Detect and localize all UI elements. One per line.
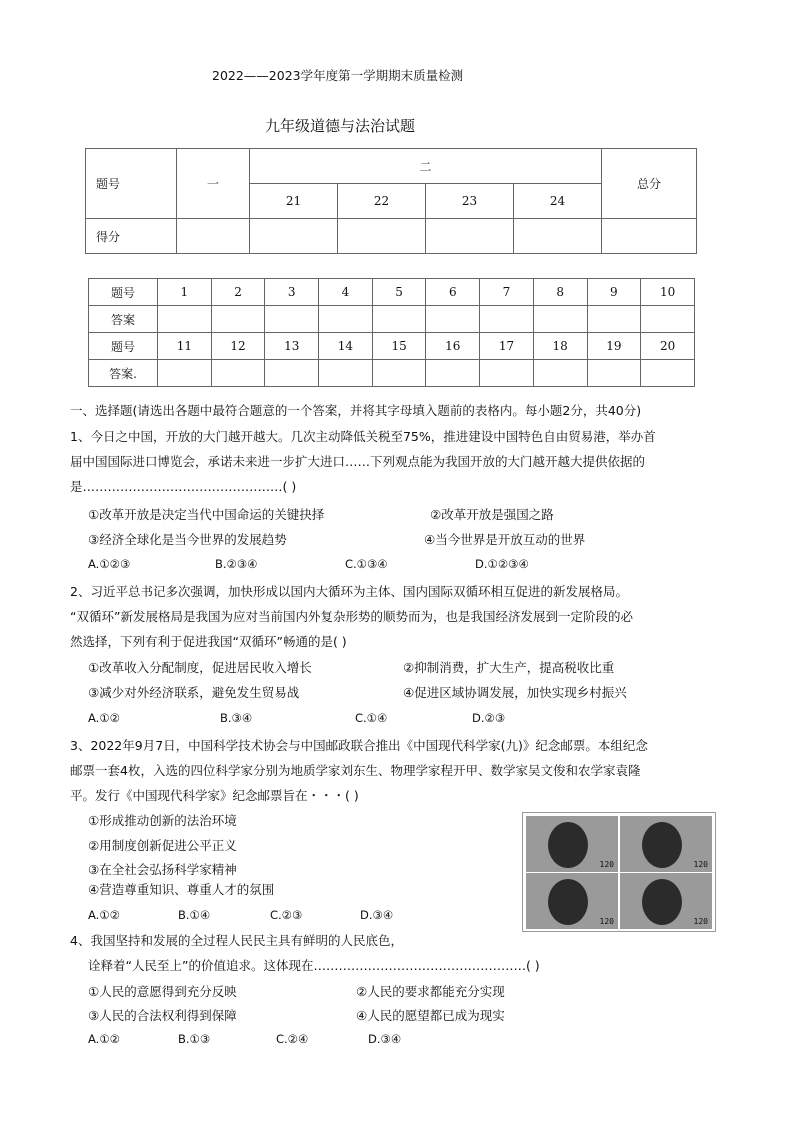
- answer-cell[interactable]: [158, 306, 212, 333]
- answer-cell[interactable]: [319, 360, 373, 387]
- question-number: 11: [158, 333, 212, 360]
- score-cell-21[interactable]: [250, 219, 338, 254]
- score-cell-22[interactable]: [338, 219, 426, 254]
- answer-cell[interactable]: [641, 360, 695, 387]
- question-stem-line: 平。发行《中国现代科学家》纪念邮票旨在・・・( ): [70, 788, 359, 803]
- answer-cell[interactable]: [587, 306, 641, 333]
- score-cell-part-one[interactable]: [177, 219, 250, 254]
- question-number: 9: [587, 279, 641, 306]
- answer-choice: B.②③④: [215, 557, 258, 571]
- section-instruction: 一、选择题(请选出各题中最符合题意的一个答案，并将其字母填入题前的表格内。每小题2分，共40分): [70, 403, 642, 418]
- question-option: ④营造尊重知识、尊重人才的氛围: [88, 882, 275, 897]
- answer-row-label: 题号: [89, 279, 158, 306]
- answer-cell[interactable]: [372, 306, 426, 333]
- question-option: ②用制度创新促进公平正义: [88, 838, 237, 853]
- answer-row-label: 答案.: [89, 360, 158, 387]
- answer-cell[interactable]: [587, 360, 641, 387]
- question-number: 17: [480, 333, 534, 360]
- answer-choice: C.②④: [276, 1032, 309, 1046]
- question-number: 14: [319, 333, 373, 360]
- part-one-header: 一: [177, 149, 250, 219]
- answer-cell[interactable]: [211, 306, 265, 333]
- answer-choice: D.①②③④: [475, 557, 529, 571]
- question-option: ③减少对外经济联系，避免发生贸易战: [88, 685, 300, 700]
- exam-name: 2022——2023学年度第一学期期末质量检测: [212, 68, 464, 83]
- question-stem-line: “双循环”新发展格局是我国为应对当前国内外复杂形势的顺势而为，也是我国经济发展到一定阶段的必: [70, 609, 633, 624]
- question-option: ③经济全球化是当今世界的发展趋势: [88, 532, 287, 547]
- question-option: ④人民的愿望都已成为现实: [356, 1008, 505, 1023]
- question-number: 1: [158, 279, 212, 306]
- question-option: ③在全社会弘扬科学家精神: [88, 862, 237, 877]
- question-stem-line: 是…………………………………………( ): [70, 479, 297, 494]
- question-number: 7: [480, 279, 534, 306]
- question-option: ①改革开放是决定当代中国命运的关键抉择: [88, 507, 325, 522]
- question-stem-line: 然选择，下列有利于促进我国“双循环”畅通的是( ): [70, 634, 347, 649]
- question-number: 2: [211, 279, 265, 306]
- sub-question-22: 22: [338, 184, 426, 219]
- answer-cell[interactable]: [265, 360, 319, 387]
- stamp-image: 120: [526, 873, 618, 929]
- answer-choice: A.①②: [88, 711, 120, 725]
- question-number: 4: [319, 279, 373, 306]
- stamp-image: 120: [620, 816, 712, 872]
- answer-choice: D.③④: [360, 908, 394, 922]
- answer-cell[interactable]: [372, 360, 426, 387]
- question-number: 18: [533, 333, 587, 360]
- answer-cell[interactable]: [265, 306, 319, 333]
- answer-cell[interactable]: [641, 306, 695, 333]
- answer-choice: C.①③④: [345, 557, 388, 571]
- answer-choice: A.①②: [88, 1032, 120, 1046]
- answer-table-answer-row: [89, 360, 695, 387]
- answer-cell[interactable]: [480, 360, 534, 387]
- answer-choice: B.①④: [178, 908, 211, 922]
- score-cell-total[interactable]: [602, 219, 697, 254]
- answer-row-label: 题号: [89, 333, 158, 360]
- question-option: ②改革开放是强国之路: [430, 507, 554, 522]
- sub-question-21: 21: [250, 184, 338, 219]
- score-cell-23[interactable]: [426, 219, 514, 254]
- question-number: 12: [211, 333, 265, 360]
- score-row-label: 得分: [86, 219, 177, 254]
- question-option: ④当今世界是开放互动的世界: [424, 532, 586, 547]
- answer-cell[interactable]: [480, 306, 534, 333]
- answer-choice: A.①②: [88, 908, 120, 922]
- question-option: ④促进区域协调发展，加快实现乡村振兴: [403, 685, 627, 700]
- question-option: ①形成推动创新的法治环境: [88, 813, 237, 828]
- question-number: 19: [587, 333, 641, 360]
- question-option: ②抑制消费，扩大生产，提高税收比重: [403, 660, 615, 675]
- answer-table-answer-row: [89, 306, 695, 333]
- subject-title: 九年级道德与法治试题: [265, 117, 416, 135]
- question-number: 6: [426, 279, 480, 306]
- answer-row-label: 答案: [89, 306, 158, 333]
- score-table: [85, 148, 697, 254]
- question-number: 10: [641, 279, 695, 306]
- stamp-image: 120: [620, 873, 712, 929]
- answer-choice: D.③④: [368, 1032, 402, 1046]
- answer-table-number-row: [89, 333, 695, 360]
- answer-cell[interactable]: [426, 306, 480, 333]
- question-number: 20: [641, 333, 695, 360]
- sub-question-23: 23: [426, 184, 514, 219]
- score-table-label: 题号: [86, 149, 177, 219]
- part-two-header: 二: [250, 149, 602, 184]
- answer-choice: B.③④: [220, 711, 253, 725]
- answer-cell[interactable]: [158, 360, 212, 387]
- stamp-image: 120: [526, 816, 618, 872]
- answer-cell[interactable]: [211, 360, 265, 387]
- question-number: 5: [372, 279, 426, 306]
- question-stem-line: 邮票一套4枚，入选的四位科学家分别为地质学家刘东生、物理学家程开甲、数学家吴文俊和农学家袁隆: [70, 763, 641, 778]
- answer-choice: B.①③: [178, 1032, 211, 1046]
- sub-question-24: 24: [514, 184, 602, 219]
- question-stem-line: 届中国国际进口博览会，承诺未来进一步扩大进口……下列观点能为我国开放的大门越开越大提供依据的: [70, 454, 646, 469]
- answer-table: [88, 278, 695, 387]
- stamps-photo: [522, 812, 716, 932]
- answer-choice: D.②③: [472, 711, 506, 725]
- question-option: ①改革收入分配制度，促进居民收入增长: [88, 660, 312, 675]
- question-stem-line: 诠释着“人民至上”的价值追求。这体现在……………………………………………( ): [88, 958, 540, 973]
- answer-cell[interactable]: [533, 306, 587, 333]
- answer-choice: C.①④: [355, 711, 388, 725]
- total-header: 总分: [602, 149, 697, 219]
- question-number: 13: [265, 333, 319, 360]
- answer-choice: C.②③: [270, 908, 303, 922]
- answer-cell[interactable]: [319, 306, 373, 333]
- answer-cell[interactable]: [533, 360, 587, 387]
- question-stem-line: 1、今日之中国，开放的大门越开越大。几次主动降低关税至75%，推进建设中国特色自由贸易港，举办首: [70, 429, 656, 444]
- question-number: 3: [265, 279, 319, 306]
- question-stem-line: 2、习近平总书记多次强调，加快形成以国内大循环为主体、国内国际双循环相互促进的新发展格局。: [70, 584, 628, 599]
- question-stem-line: 3、2022年9月7日，中国科学技术协会与中国邮政联合推出《中国现代科学家(九)》纪念邮票。本组纪念: [70, 738, 648, 753]
- score-cell-24[interactable]: [514, 219, 602, 254]
- question-stem-line: 4、我国坚持和发展的全过程人民民主具有鲜明的人民底色，: [70, 933, 403, 948]
- question-option: ①人民的意愿得到充分反映: [88, 984, 237, 999]
- answer-choice: A.①②③: [88, 557, 131, 571]
- question-option: ③人民的合法权利得到保障: [88, 1008, 237, 1023]
- question-option: ②人民的要求都能充分实现: [356, 984, 505, 999]
- question-number: 15: [372, 333, 426, 360]
- question-number: 16: [426, 333, 480, 360]
- answer-table-number-row: [89, 279, 695, 306]
- question-number: 8: [533, 279, 587, 306]
- answer-cell[interactable]: [426, 360, 480, 387]
